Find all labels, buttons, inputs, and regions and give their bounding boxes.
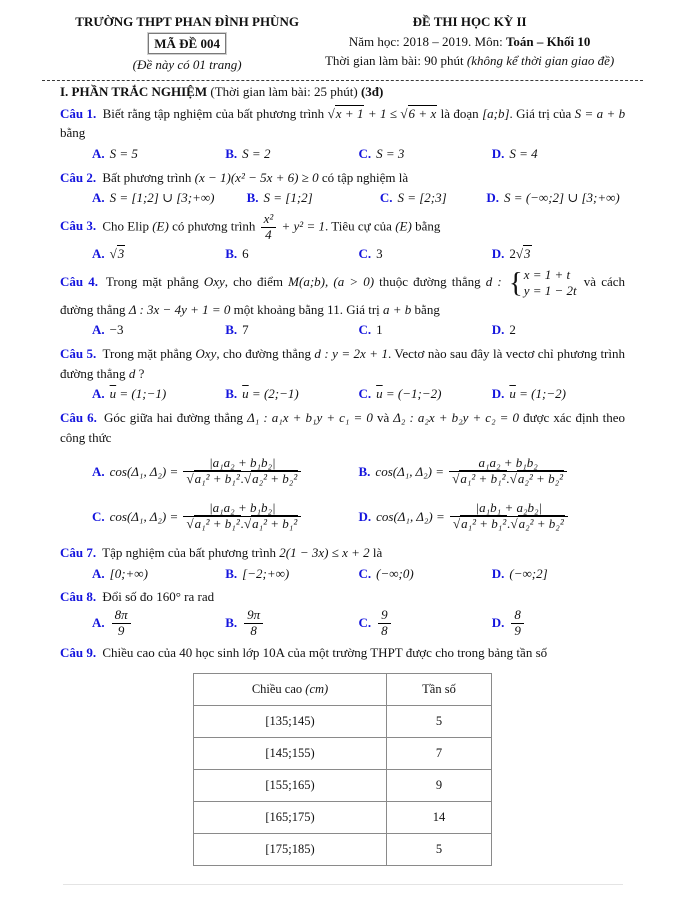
option-value: −3: [109, 322, 124, 338]
option-c: [92, 501, 359, 532]
option-letter: D.: [486, 190, 500, 206]
option-letter: A.: [92, 322, 105, 338]
option-letter: D.: [491, 386, 505, 402]
q5-text: ?: [138, 365, 145, 381]
option-d: [492, 244, 625, 264]
fraction-denominator: [449, 472, 567, 487]
q5-text: . Vectơ nào sau đây là vectơ chỉ phương trình đường thẳng: [60, 345, 626, 381]
option-letter: D.: [491, 245, 505, 261]
question-9: [60, 643, 625, 663]
option-a: [92, 384, 225, 404]
q6-math: Δ₁ : a₁x + b₁y + c₁ = 0: [247, 409, 373, 425]
option-value: = (1;−1): [119, 386, 167, 402]
sqrt-prefix: 2: [509, 245, 516, 261]
option-d: [492, 608, 625, 639]
option-letter: A.: [92, 614, 105, 630]
option-fraction: [112, 608, 131, 639]
option-value: S = [2;3]: [397, 190, 447, 206]
formula-fraction: [450, 501, 568, 532]
radical-sign-icon: √: [186, 516, 194, 532]
q1-sqrt-1: [328, 105, 365, 121]
header-left: [60, 12, 314, 75]
radical-sign-icon: √: [186, 471, 194, 487]
question-7: [60, 543, 625, 563]
question-9-label: Câu 9.: [60, 645, 97, 660]
question-8: [60, 587, 625, 607]
option-a: [92, 456, 359, 487]
option-value: S = (−∞;2] ∪ [3;+∞): [504, 190, 620, 206]
question-7-label: Câu 7.: [60, 545, 97, 561]
table-header-row: [194, 673, 492, 705]
q7-text: là: [372, 545, 383, 561]
denominator-sqrt-1: [186, 515, 240, 531]
option-letter: D.: [491, 565, 505, 581]
section-title-bold: I. PHẦN TRẮC NGHIỆM: [60, 83, 208, 99]
radical-sign-icon: √: [452, 516, 461, 532]
option-letter: A.: [92, 146, 105, 161]
denominator-sqrt-1: [186, 470, 240, 486]
question-3-options: [60, 244, 625, 264]
option-a: [92, 144, 225, 164]
q6-text: được xác định theo công thức: [60, 409, 626, 445]
radical-sign-icon: √: [515, 245, 524, 261]
option-fraction: [511, 608, 524, 639]
option-letter: B.: [358, 463, 371, 479]
radicand: a₂² + b₂²: [518, 516, 564, 532]
q2-text: có tập nghiệm là: [321, 169, 409, 185]
fraction-denominator: 9: [514, 623, 521, 639]
q1-radicand-1: x + 1: [335, 105, 364, 121]
option-value: 7: [242, 322, 249, 338]
option-letter: C.: [379, 190, 393, 206]
option-value: 1: [376, 322, 383, 338]
time-note: (không kể thời gian giao đề): [466, 53, 615, 68]
option-letter: D.: [491, 146, 505, 161]
fraction-numerator: x²: [261, 212, 277, 228]
formula-lhs: cos(Δ₁, Δ₂) =: [109, 463, 179, 479]
header-unit: (cm): [305, 681, 329, 696]
radicand: a₁² + b₁²: [194, 516, 240, 532]
vector-symbol: $\overline{u}$: [509, 386, 516, 402]
option-a: [92, 320, 225, 340]
q2-text: Bất phương trình: [102, 169, 192, 185]
dot-separator: .: [507, 516, 511, 532]
radical-sign-icon: √: [510, 516, 518, 532]
q4-text: và cách đường thẳng: [60, 274, 626, 317]
header-right: [314, 12, 625, 75]
option-c: [359, 244, 492, 264]
question-3-label: Câu 3.: [60, 218, 97, 234]
q3-text: . Tiêu cự của: [324, 218, 392, 234]
q4-math: d :: [485, 274, 502, 290]
radical-sign-icon: √: [509, 471, 517, 487]
question-8-options: [60, 608, 625, 639]
option-b: [225, 244, 358, 264]
section-points: (3đ): [360, 83, 384, 99]
question-6-label: Câu 6.: [60, 409, 97, 425]
option-letter: A.: [92, 386, 105, 402]
question-2-label: Câu 2.: [60, 169, 97, 185]
option-fraction: [244, 608, 263, 639]
frequency-cell: 5: [387, 705, 492, 737]
option-a: [92, 564, 225, 584]
q4-text: một khoảng bằng 11. Giá trị: [233, 301, 380, 317]
fraction-numerator: 9π: [244, 608, 263, 624]
denominator-sqrt-2: [510, 515, 564, 531]
option-a: [92, 608, 225, 639]
table-header-height: [194, 673, 387, 705]
q7-math: 2(1 − 3x) ≤ x + 2: [279, 545, 370, 561]
fraction-numerator: a₁a₂ + b₁b₂: [449, 456, 567, 472]
q1-sqrt-2: [400, 105, 437, 121]
option-letter: C.: [358, 245, 372, 261]
q8-math: 160°: [156, 589, 181, 605]
q5-text: Trong mặt phẳng: [102, 345, 192, 361]
option-value: S = 3: [376, 146, 405, 161]
question-1-options: [60, 144, 625, 164]
radical-sign-icon: √: [243, 471, 252, 487]
option-letter: B.: [225, 614, 238, 630]
subject-text: Toán – Khối 10: [505, 33, 591, 49]
frequency-cell: 14: [387, 801, 492, 833]
q5-math: Oxy: [195, 345, 217, 361]
option-c: [359, 144, 492, 164]
option-letter: B.: [225, 245, 238, 261]
option-value: 3: [376, 245, 383, 261]
radicand: a₁² + b₁²: [461, 516, 507, 532]
fraction-denominator: [183, 472, 301, 487]
table-row: [194, 769, 492, 801]
option-letter: C.: [92, 508, 105, 524]
option-value: S = 5: [109, 146, 138, 161]
radicand: a₁² + b₁²: [252, 516, 298, 532]
question-1-label: Câu 1.: [60, 105, 97, 121]
table-row: [194, 737, 492, 769]
fraction-numerator: |a₁a₂ + b₁b₂|: [183, 456, 301, 472]
option-c: [380, 188, 487, 208]
exam-header: [60, 12, 625, 75]
q3-fraction: [261, 212, 277, 243]
section-title: [60, 84, 625, 100]
denominator-sqrt-2: [510, 470, 564, 486]
height-range-cell: [145;155): [194, 737, 387, 769]
q6-text: Góc giữa hai đường thẳng: [104, 409, 244, 425]
q1-text: Biết rằng tập nghiệm của bất phương trình: [102, 105, 325, 121]
question-6-options: [60, 449, 625, 539]
question-1: [60, 104, 625, 144]
formula-fraction: [183, 501, 301, 532]
option-sqrt: [110, 245, 126, 261]
q4-math: a + b: [383, 301, 412, 317]
option-value: = (2;−1): [251, 386, 299, 402]
vector-symbol: $\overline{u}$: [242, 386, 249, 402]
option-b: [225, 564, 358, 584]
radicand: a₂² + b₂²: [517, 471, 563, 487]
option-value: S = 4: [509, 146, 538, 161]
exam-code-box: MÃ ĐỀ 004: [148, 33, 226, 55]
formula-fraction: [183, 456, 301, 487]
q7-text: Tập nghiệm của bất phương trình: [102, 545, 276, 561]
fraction-denominator: 8: [381, 623, 388, 639]
option-b: [225, 144, 358, 164]
option-d: [492, 564, 625, 584]
option-c: [359, 608, 492, 639]
q3-text: Cho Elip: [102, 218, 149, 234]
q4-equation-system: [509, 267, 577, 300]
height-range-cell: [175;185): [194, 833, 387, 865]
option-letter: A.: [92, 245, 105, 261]
fraction-numerator: 9: [378, 608, 391, 624]
option-value: S = [1;2] ∪ [3;+∞): [109, 190, 215, 206]
height-range-cell: [135;145): [194, 705, 387, 737]
school-name: TRƯỜNG THPT PHAN ĐÌNH PHÙNG: [75, 14, 299, 29]
option-letter: B.: [225, 322, 238, 338]
option-letter: C.: [358, 146, 372, 161]
radical-sign-icon: √: [400, 105, 408, 121]
q2-math: (x − 1)(x² − 5x + 6) ≥ 0: [194, 169, 319, 185]
q9-text: Chiều cao của 40 học sinh lớp 10A của một trường THPT được cho trong bảng tần số: [102, 645, 548, 660]
option-letter: A.: [92, 565, 105, 581]
formula-fraction: [449, 456, 567, 487]
q8-text: ra rad: [184, 589, 215, 605]
dashed-divider: [42, 80, 643, 81]
year-text: Năm học: 2018 – 2019. Môn:: [348, 33, 506, 49]
option-value: 2: [509, 322, 516, 338]
question-5: [60, 344, 625, 384]
question-4-options: [60, 320, 625, 340]
q8-text: Đổi số đo: [102, 589, 153, 605]
option-value: (−∞;2]: [509, 565, 548, 581]
q1-text: . Giá trị của: [509, 105, 572, 121]
radical-sign-icon: √: [243, 516, 252, 532]
option-b: [247, 188, 380, 208]
option-d: [492, 320, 625, 340]
radicand: a₁² + b₁²: [194, 471, 240, 487]
option-d: [492, 144, 625, 164]
system-lines: [524, 267, 577, 300]
q3-text: có phương trình: [172, 218, 256, 234]
option-d: [486, 188, 625, 208]
dot-separator: .: [240, 516, 244, 532]
exam-code-row: [60, 32, 314, 56]
q1-radicand-2: 6 + x: [408, 105, 437, 121]
page-count-note: (Đề này có 01 trang): [132, 57, 242, 72]
option-letter: B.: [225, 146, 238, 161]
radicand: 3: [117, 245, 125, 261]
option-sqrt: [516, 245, 532, 261]
q4-math: Δ : 3x − 4y + 1 = 0: [128, 301, 231, 317]
q5-math: d: [128, 365, 136, 381]
q3-math: (E): [152, 218, 169, 234]
q1-math: + 1 ≤: [367, 105, 397, 121]
option-c: [359, 564, 492, 584]
radical-sign-icon: √: [452, 471, 460, 487]
option-letter: A.: [92, 463, 105, 479]
page-bottom-divider: [63, 884, 623, 885]
fraction-numerator: |a₁b₁ + a₂b₂|: [450, 501, 568, 517]
system-line-2: y = 1 − 2t: [523, 283, 577, 299]
question-7-options: [60, 564, 625, 584]
formula-lhs: cos(Δ₁, Δ₂) =: [376, 508, 445, 524]
option-letter: C.: [358, 386, 372, 402]
exam-time-line: [314, 51, 625, 71]
question-2: [60, 168, 625, 188]
q4-math: Oxy: [203, 274, 225, 290]
q1-math: S = a + b: [574, 105, 626, 121]
fraction-numerator: 8: [511, 608, 524, 624]
denominator-sqrt-2: [244, 515, 298, 531]
fraction-numerator: |a₁a₂ + b₁b₂|: [183, 501, 301, 517]
option-value: [−2;+∞): [242, 565, 290, 581]
fraction-denominator: 4: [265, 226, 272, 242]
option-letter: B.: [225, 565, 238, 581]
table-row: [194, 833, 492, 865]
option-c: [359, 384, 492, 404]
frequency-cell: 7: [387, 737, 492, 769]
option-letter: C.: [358, 614, 372, 630]
radicand: 3: [524, 245, 531, 261]
option-letter: D.: [491, 322, 505, 338]
time-text: Thời gian làm bài: 90 phút: [324, 53, 467, 68]
q1-text: là đoạn: [440, 105, 479, 121]
q4-text: thuộc đường thẳng: [379, 274, 481, 290]
height-range-cell: [155;165): [194, 769, 387, 801]
table-header-frequency: Tần số: [387, 673, 492, 705]
formula-lhs: cos(Δ₁, Δ₂) =: [375, 463, 444, 479]
option-letter: C.: [358, 565, 372, 581]
question-5-options: [60, 384, 625, 404]
denominator-sqrt-2: [244, 470, 298, 486]
frequency-cell: 9: [387, 769, 492, 801]
option-letter: D.: [491, 614, 505, 630]
option-letter: B.: [225, 386, 238, 402]
table-row: [194, 705, 492, 737]
option-a: [92, 188, 247, 208]
exam-title: ĐỀ THI HỌC KỲ II: [412, 14, 527, 29]
q4-math: M(a;b), (a > 0): [288, 274, 375, 290]
q4-text: , cho điểm: [224, 274, 284, 290]
option-value: S = [1;2]: [263, 190, 313, 206]
option-value: (−∞;0): [376, 565, 414, 581]
option-value: S = 2: [242, 146, 271, 161]
q1-math: [a;b]: [482, 105, 510, 121]
option-c: [359, 320, 492, 340]
formula-lhs: cos(Δ₁, Δ₂) =: [109, 508, 179, 524]
q4-text: bằng: [414, 301, 440, 317]
question-6: [60, 408, 625, 448]
section-title-note: (Thời gian làm bài: 25 phút): [207, 83, 361, 99]
question-4-label: Câu 4.: [60, 274, 98, 290]
option-letter: D.: [358, 508, 372, 524]
vector-symbol: $\overline{u}$: [376, 386, 383, 402]
option-fraction: [378, 608, 391, 639]
option-letter: A.: [92, 190, 105, 206]
radicand: a₁² + b₁²: [460, 471, 506, 487]
radical-sign-icon: √: [109, 245, 117, 261]
q6-math: Δ₂ : a₂x + b₂y + c₂ = 0: [393, 409, 520, 425]
radicand: a₂² + b₂²: [252, 471, 298, 487]
dot-separator: .: [240, 471, 244, 487]
option-b: [225, 320, 358, 340]
header-text: Chiều cao: [251, 681, 306, 696]
question-4: [60, 267, 625, 319]
option-d: [359, 501, 626, 532]
q5-text: , cho đường thẳng: [216, 345, 311, 361]
question-5-label: Câu 5.: [60, 345, 97, 361]
option-letter: B.: [246, 190, 259, 206]
q5-math: d : y = 2x + 1: [314, 345, 388, 361]
q3-text: bằng: [415, 218, 441, 234]
dot-separator: .: [506, 471, 510, 487]
fraction-denominator: [183, 517, 301, 532]
option-a: [92, 244, 225, 264]
table-row: [194, 801, 492, 833]
question-2-options: [60, 188, 625, 208]
fraction-denominator: 8: [250, 623, 257, 639]
system-brace-icon: {: [508, 266, 523, 299]
height-range-cell: [165;175): [194, 801, 387, 833]
system-line-1: x = 1 + t: [523, 267, 571, 283]
frequency-table: [193, 673, 492, 866]
option-value: [0;+∞): [109, 565, 148, 581]
q3-math: + y² = 1: [281, 218, 325, 234]
question-3: [60, 212, 625, 243]
question-8-label: Câu 8.: [60, 589, 97, 605]
option-letter: C.: [358, 322, 372, 338]
vector-symbol: $\overline{u}$: [109, 386, 117, 402]
denominator-sqrt-1: [452, 470, 506, 486]
option-value: 6: [242, 245, 249, 261]
q4-text: Trong mặt phẳng: [105, 274, 199, 290]
option-b: [359, 456, 626, 487]
option-value: = (−1;−2): [385, 386, 442, 402]
option-b: [225, 384, 358, 404]
denominator-sqrt-1: [453, 515, 507, 531]
fraction-denominator: 9: [117, 623, 125, 639]
q1-text: bằng: [60, 125, 86, 141]
option-d: [492, 384, 625, 404]
fraction-numerator: 8π: [112, 608, 131, 624]
q3-math: (E): [395, 218, 412, 234]
fraction-denominator: [450, 517, 568, 532]
option-value: = (1;−2): [519, 386, 566, 402]
frequency-cell: 5: [387, 833, 492, 865]
option-b: [225, 608, 358, 639]
q6-text: và: [376, 409, 390, 425]
radical-sign-icon: √: [327, 105, 335, 121]
exam-subject-line: [314, 32, 625, 52]
